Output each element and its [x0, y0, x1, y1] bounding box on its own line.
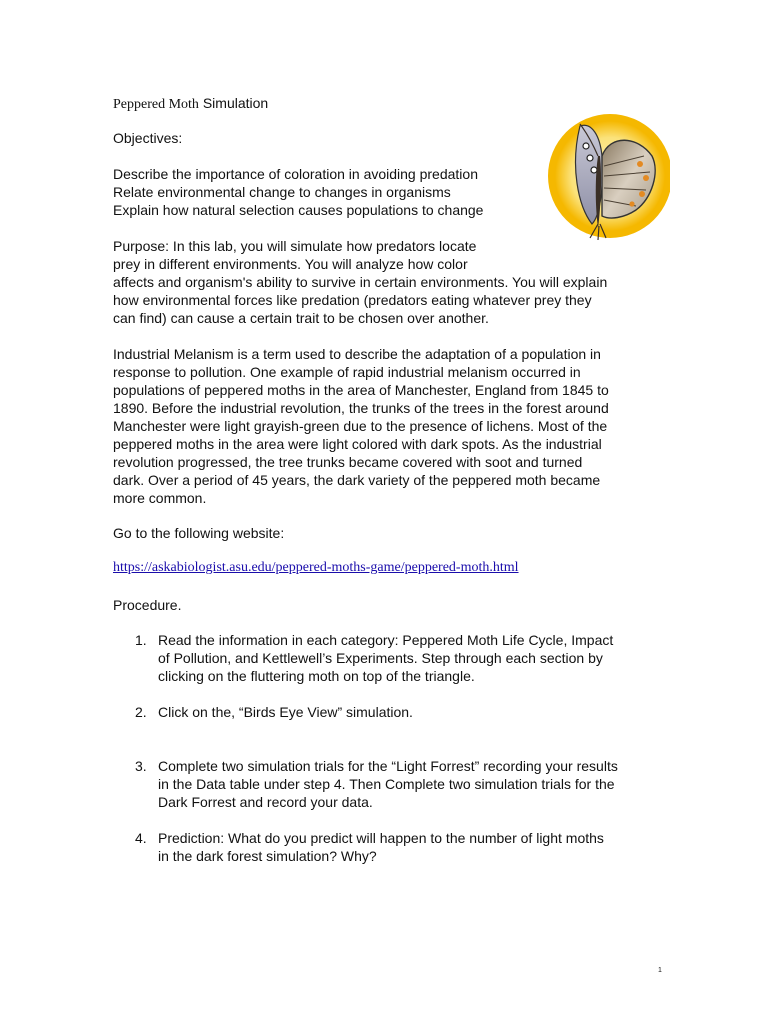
objective-item: Relate environmental change to changes in organisms	[113, 184, 451, 200]
wing-eye-spot	[591, 167, 597, 173]
wing-eye-spot	[583, 143, 589, 149]
step-number: 2.	[135, 704, 147, 720]
purpose-line: affects and organism's ability to survive in certain environments. You will explain	[113, 274, 608, 290]
purpose-line: Purpose: In this lab, you will simulate how predators locate	[113, 238, 477, 254]
title-sans-part: Simulation	[198, 95, 269, 111]
page-title	[113, 94, 268, 114]
step-text-line: Read the information in each category: Peppered Moth Life Cycle, Impact	[158, 632, 614, 648]
step-text-line: Dark Forrest and record your data.	[158, 794, 373, 810]
step-text-line: clicking on the fluttering moth on top of the triangle.	[158, 668, 475, 684]
wing-eye-spot	[587, 155, 593, 161]
purpose-line: prey in different environments. You will analyze how color	[113, 256, 468, 272]
website-prompt: Go to the following website:	[113, 525, 285, 541]
page-number: 1	[658, 967, 662, 974]
melanism-line: dark. Over a period of 45 years, the dark variety of the peppered moth became	[113, 472, 601, 488]
step-number: 1.	[135, 632, 147, 648]
step-number: 4.	[135, 830, 147, 846]
step-text-line: Prediction: What do you predict will happen to the number of light moths	[158, 830, 604, 846]
melanism-line: populations of peppered moths in the area of Manchester, England from 1845 to	[113, 382, 609, 398]
wing-spot	[637, 161, 643, 167]
step-number: 3.	[135, 758, 147, 774]
melanism-line: Industrial Melanism is a term used to describe the adaptation of a population in	[113, 346, 601, 362]
melanism-line: response to pollution. One example of rapid industrial melanism occurred in	[113, 364, 581, 380]
melanism-line: revolution progressed, the tree trunks became covered with soot and turned	[113, 454, 583, 470]
procedure-heading: Procedure.	[113, 597, 182, 613]
wing-spot	[639, 191, 645, 197]
step-text-line: of Pollution, and Kettlewell’s Experiments. Step through each section by	[158, 650, 603, 666]
objective-item: Explain how natural selection causes populations to change	[113, 202, 484, 218]
purpose-line: can find) can cause a certain trait to be chosen over another.	[113, 310, 489, 326]
step-text-line: Click on the, “Birds Eye View” simulation.	[158, 704, 413, 720]
melanism-line: 1890. Before the industrial revolution, the trunks of the trees in the forest around	[113, 400, 609, 416]
melanism-line: more common.	[113, 490, 207, 506]
website-link[interactable]: https://askabiologist.asu.edu/peppered-moths-game/peppered-moth.html	[113, 560, 519, 575]
melanism-line: peppered moths in the area were light colored with dark spots. As the industrial	[113, 436, 602, 452]
wing-spot	[629, 201, 634, 206]
wing-spot	[643, 175, 649, 181]
step-text-line: in the dark forest simulation? Why?	[158, 848, 377, 864]
butterfly-icon	[540, 106, 670, 244]
melanism-line: Manchester were light grayish-green due to the presence of lichens. Most of the	[113, 418, 608, 434]
step-text-line: Complete two simulation trials for the “Light Forrest” recording your results	[158, 758, 618, 774]
step-text-line: in the Data table under step 4. Then Complete two simulation trials for the	[158, 776, 615, 792]
objectives-heading: Objectives:	[113, 130, 183, 146]
title-serif-part: Peppered Moth	[113, 97, 199, 112]
purpose-line: how environmental forces like predation (predators eating whatever prey they	[113, 292, 592, 308]
objective-item: Describe the importance of coloration in avoiding predation	[113, 166, 478, 182]
